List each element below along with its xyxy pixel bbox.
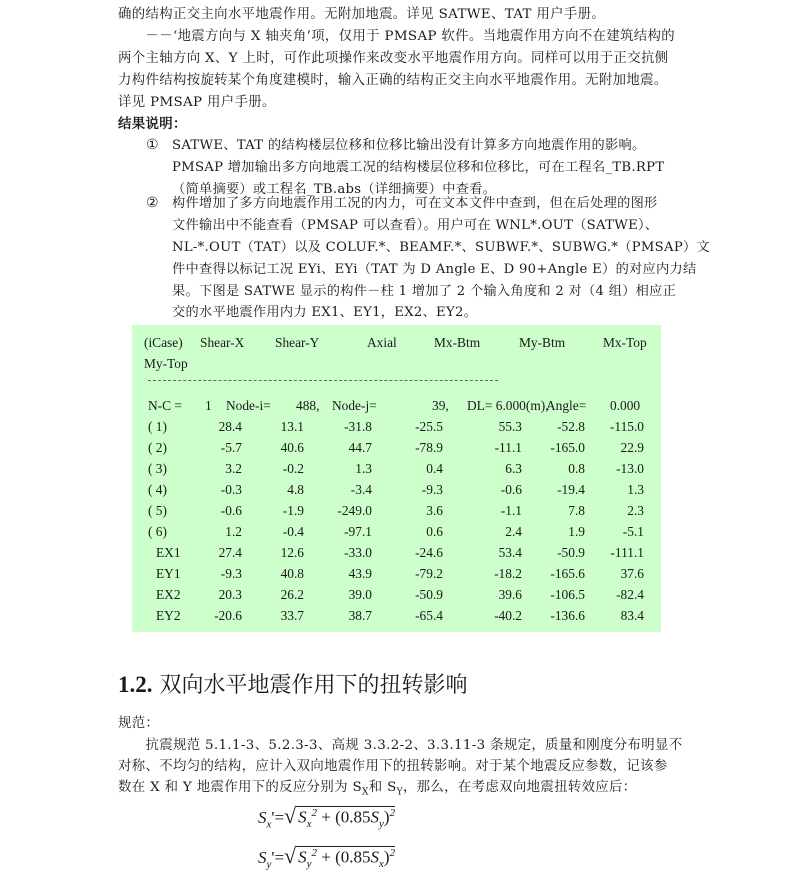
formula-radicand (296, 846, 395, 870)
text-line: 件中查得以标记工况 EYi、EYi（TAT 为 D Angle E、D 90+Angle E）的对应内力结 (172, 262, 697, 277)
row-case-label: EY1 (156, 566, 181, 581)
table-cell: 1.3 (627, 482, 644, 497)
formula-sy (258, 843, 395, 870)
node-j-value: 39, (432, 398, 449, 413)
separator-dashes (148, 380, 498, 381)
text-line: 两个主轴方向 X、Y 上时，可作此项操作来改变水平地震作用方向。同样可以用于正交抗侧 (118, 51, 669, 66)
header-shear-y: Shear-Y (275, 335, 320, 350)
table-cell: -136.6 (550, 608, 585, 623)
table-cell: 39.6 (498, 587, 522, 602)
row-case-label: EX1 (156, 545, 181, 560)
table-cell: -25.5 (415, 419, 443, 434)
table-cell: -0.6 (220, 503, 242, 518)
table-cell: 1.2 (225, 524, 242, 539)
dl-label: DL= 6.000(m), (467, 398, 549, 413)
results-heading: 结果说明： (118, 116, 187, 132)
formula-exponent: 2 (311, 807, 318, 820)
table-cell: 26.2 (280, 587, 304, 602)
table-cell: 13.1 (280, 419, 304, 434)
table-cell: -82.4 (616, 587, 644, 602)
table-cell: 83.4 (620, 608, 644, 623)
text-line: 力构件结构按旋转某个角度建模时，输入正确的结构正交主向水平地震作用。无附加地震。 (118, 73, 668, 88)
header-my-btm: My-Btm (519, 335, 566, 350)
table-cell: 7.8 (568, 503, 585, 518)
table-cell: 40.8 (280, 566, 304, 581)
text-line: 文件输出中不能查看（PMSAP 可以查看）。用户可在 WNL*.OUT（SATWE）、 (172, 218, 659, 233)
section-number: 1.2. (118, 672, 153, 697)
table-cell: -78.9 (415, 440, 443, 455)
table-cell: 55.3 (498, 419, 522, 434)
formula-symbol: S (298, 848, 307, 867)
section-title: 双向水平地震作用下的扭转影响 (159, 673, 468, 698)
text-line: 果。下图是 SATWE 显示的构件－柱 1 增加了 2 个输入角度和 2 对（4 组）相应正 (172, 284, 677, 299)
row-case-label: ( 6) (148, 524, 167, 539)
text-line: NL-*.OUT（TAT）以及 COLUF.*、BEAMF.*、SUBWF.*、SUBWG.*（PMSAP）文 (172, 240, 710, 255)
formula-symbol: S (298, 808, 307, 827)
table-cell: 0.6 (426, 524, 443, 539)
table-cell: -106.5 (550, 587, 585, 602)
formula-subscript: x (266, 818, 272, 831)
formula-sx (258, 803, 395, 830)
table-cell: -52.8 (557, 419, 585, 434)
table-cell: 3.6 (426, 503, 443, 518)
header-mx-btm: Mx-Btm (434, 335, 481, 350)
table-cell: -50.9 (415, 587, 443, 602)
formula-symbol: S (370, 848, 380, 867)
subscript-y: Y (396, 787, 403, 798)
formula-radicand (296, 806, 395, 830)
table-cell: -20.6 (214, 608, 242, 623)
table-cell: -3.4 (350, 482, 372, 497)
circled-number-marker: ① (146, 137, 159, 153)
formula-equals: '= (271, 848, 285, 867)
formula-subscript: y (266, 858, 272, 871)
angle-value: 0.000 (610, 398, 641, 413)
header-mx-top: Mx-Top (603, 335, 647, 350)
table-cell: 22.9 (620, 440, 644, 455)
table-cell: 1.3 (355, 461, 372, 476)
formula-text: ) (383, 848, 390, 867)
text-line: SATWE、TAT 的结构楼层位移和位移比输出没有计算多方向地震作用的影响。 (172, 138, 646, 153)
formula-exponent: 2 (311, 847, 318, 860)
table-cell: -0.2 (282, 461, 304, 476)
nc-value: 1 (205, 398, 212, 413)
table-cell: 39.0 (348, 587, 372, 602)
node-i-value: 488, (296, 398, 320, 413)
table-cell: 0.4 (426, 461, 443, 476)
table-cell: -9.3 (421, 482, 443, 497)
header-shear-x: Shear-X (200, 335, 245, 350)
table-cell: -97.1 (344, 524, 372, 539)
formula-subscript: y (306, 858, 312, 871)
text-line: （简单摘要）或工程名_TB.abs（详细摘要）中查看。 (172, 182, 497, 197)
table-cell: -65.4 (415, 608, 443, 623)
table-cell: -165.6 (550, 566, 585, 581)
table-cell: -13.0 (616, 461, 644, 476)
subscript-x: X (362, 787, 369, 798)
table-cell: -115.0 (609, 419, 644, 434)
table-cell: 20.3 (218, 587, 242, 602)
text-line: PMSAP 增加输出多方向地震工况的结构楼层位移和位移比，可在工程名_TB.RPT (172, 160, 665, 175)
table-cell: 53.4 (498, 545, 522, 560)
table-cell: 44.7 (348, 440, 372, 455)
formula-symbol: S (370, 808, 380, 827)
row-case-label: ( 5) (148, 503, 167, 518)
sqrt-sign-icon: √ (284, 803, 297, 828)
text-line: 构件增加了多方向地震作用工况的内力，可在文本文件中查到，但在后处理的图形 (172, 196, 658, 211)
formula-subscript: x (379, 858, 384, 871)
table-cell: 6.3 (505, 461, 522, 476)
table-cell: -0.4 (282, 524, 304, 539)
formula-symbol: S (258, 848, 267, 867)
table-cell: 3.2 (225, 461, 242, 476)
node-j-label: Node-j= (332, 398, 377, 413)
table-cell: -5.7 (220, 440, 242, 455)
table-cell: 28.4 (218, 419, 242, 434)
table-cell: -1.1 (500, 503, 522, 518)
table-cell: -5.1 (622, 524, 644, 539)
text-line: 交的水平地震作用内力 EX1、EY1，EX2、EY2。 (172, 305, 478, 320)
table-cell: -79.2 (415, 566, 443, 581)
section-heading (118, 670, 468, 701)
circled-number-marker: ② (146, 195, 159, 211)
table-cell: -33.0 (344, 545, 372, 560)
table-cell: -0.3 (220, 482, 242, 497)
spec-heading: 规范： (118, 716, 160, 731)
table-cell: -18.2 (494, 566, 522, 581)
table-cell: 0.8 (568, 461, 585, 476)
table-cell: -9.3 (220, 566, 242, 581)
table-cell: -31.8 (344, 419, 372, 434)
formula-equals: '= (271, 808, 285, 827)
nc-label: N-C = (148, 398, 182, 413)
table-cell: -50.9 (557, 545, 585, 560)
row-case-label: ( 2) (148, 440, 167, 455)
table-cell: -11.1 (494, 440, 522, 455)
formula-text: + (0.85 (317, 848, 371, 867)
table-cell: -40.2 (494, 608, 522, 623)
row-case-label: EY2 (156, 608, 181, 623)
table-cell: -111.1 (610, 545, 644, 560)
angle-label: Angle= (546, 398, 587, 413)
table-cell: 33.7 (280, 608, 304, 623)
formula-text: + (0.85 (317, 808, 371, 827)
table-cell: 2.4 (505, 524, 522, 539)
header-axial: Axial (367, 335, 397, 350)
text-line: 抗震规范 5.1.1-3、5.2.3-3、高规 3.3.2-2、3.3.11-3 条规定，质量和刚度分布明显不 (118, 738, 683, 753)
table-cell: -165.0 (550, 440, 585, 455)
formula-exponent: 2 (389, 847, 396, 860)
text-fragment: 和 S (368, 780, 397, 795)
text-fragment: 数在 X 和 Y 地震作用下的反应分别为 S (118, 780, 362, 795)
formula-subscript: x (306, 818, 312, 831)
table-cell: 40.6 (280, 440, 304, 455)
row-case-label: ( 4) (148, 482, 167, 497)
table-cell: -24.6 (415, 545, 443, 560)
header-icase: (iCase) (144, 335, 183, 350)
text-line (118, 778, 637, 803)
table-cell: 37.6 (620, 566, 644, 581)
table-cell: 4.8 (287, 482, 304, 497)
text-line: －－‘地震方向与 X 轴夹角’项，仅用于 PMSAP 软件。当地震作用方向不在建筑结构的 (118, 29, 676, 44)
node-i-label: Node-i= (226, 398, 271, 413)
row-case-label: ( 1) (148, 419, 167, 434)
text-fragment: ，那么，在考虑双向地震扭转效应后： (402, 780, 637, 795)
table-cell: -249.0 (337, 503, 372, 518)
table-cell: -0.6 (500, 482, 522, 497)
table-cell: 2.3 (627, 503, 644, 518)
table-cell: 1.9 (568, 524, 585, 539)
table-cell: 12.6 (280, 545, 304, 560)
text-line: 确的结构正交主向水平地震作用。无附加地震。详见 SATWE、TAT 用户手册。 (118, 7, 606, 22)
sqrt-sign-icon: √ (284, 843, 297, 868)
text-line: 详见 PMSAP 用户手册。 (118, 95, 276, 110)
table-cell: 43.9 (348, 566, 372, 581)
table-cell: 27.4 (218, 545, 242, 560)
formula-exponent: 2 (389, 807, 396, 820)
row-case-label: EX2 (156, 587, 181, 602)
formula-symbol: S (258, 808, 267, 827)
table-cell: -19.4 (557, 482, 585, 497)
row-case-label: ( 3) (148, 461, 167, 476)
table-cell: 38.7 (348, 608, 372, 623)
member-force-output-box (132, 325, 661, 632)
text-line: 对称、不均匀的结构，应计入双向地震作用下的扭转影响。对于某个地震反应参数，记该参 (118, 759, 668, 774)
formula-text: ) (383, 808, 390, 827)
header-my-top: My-Top (144, 356, 188, 371)
formula-subscript: y (379, 818, 384, 831)
table-cell: -1.9 (282, 503, 304, 518)
